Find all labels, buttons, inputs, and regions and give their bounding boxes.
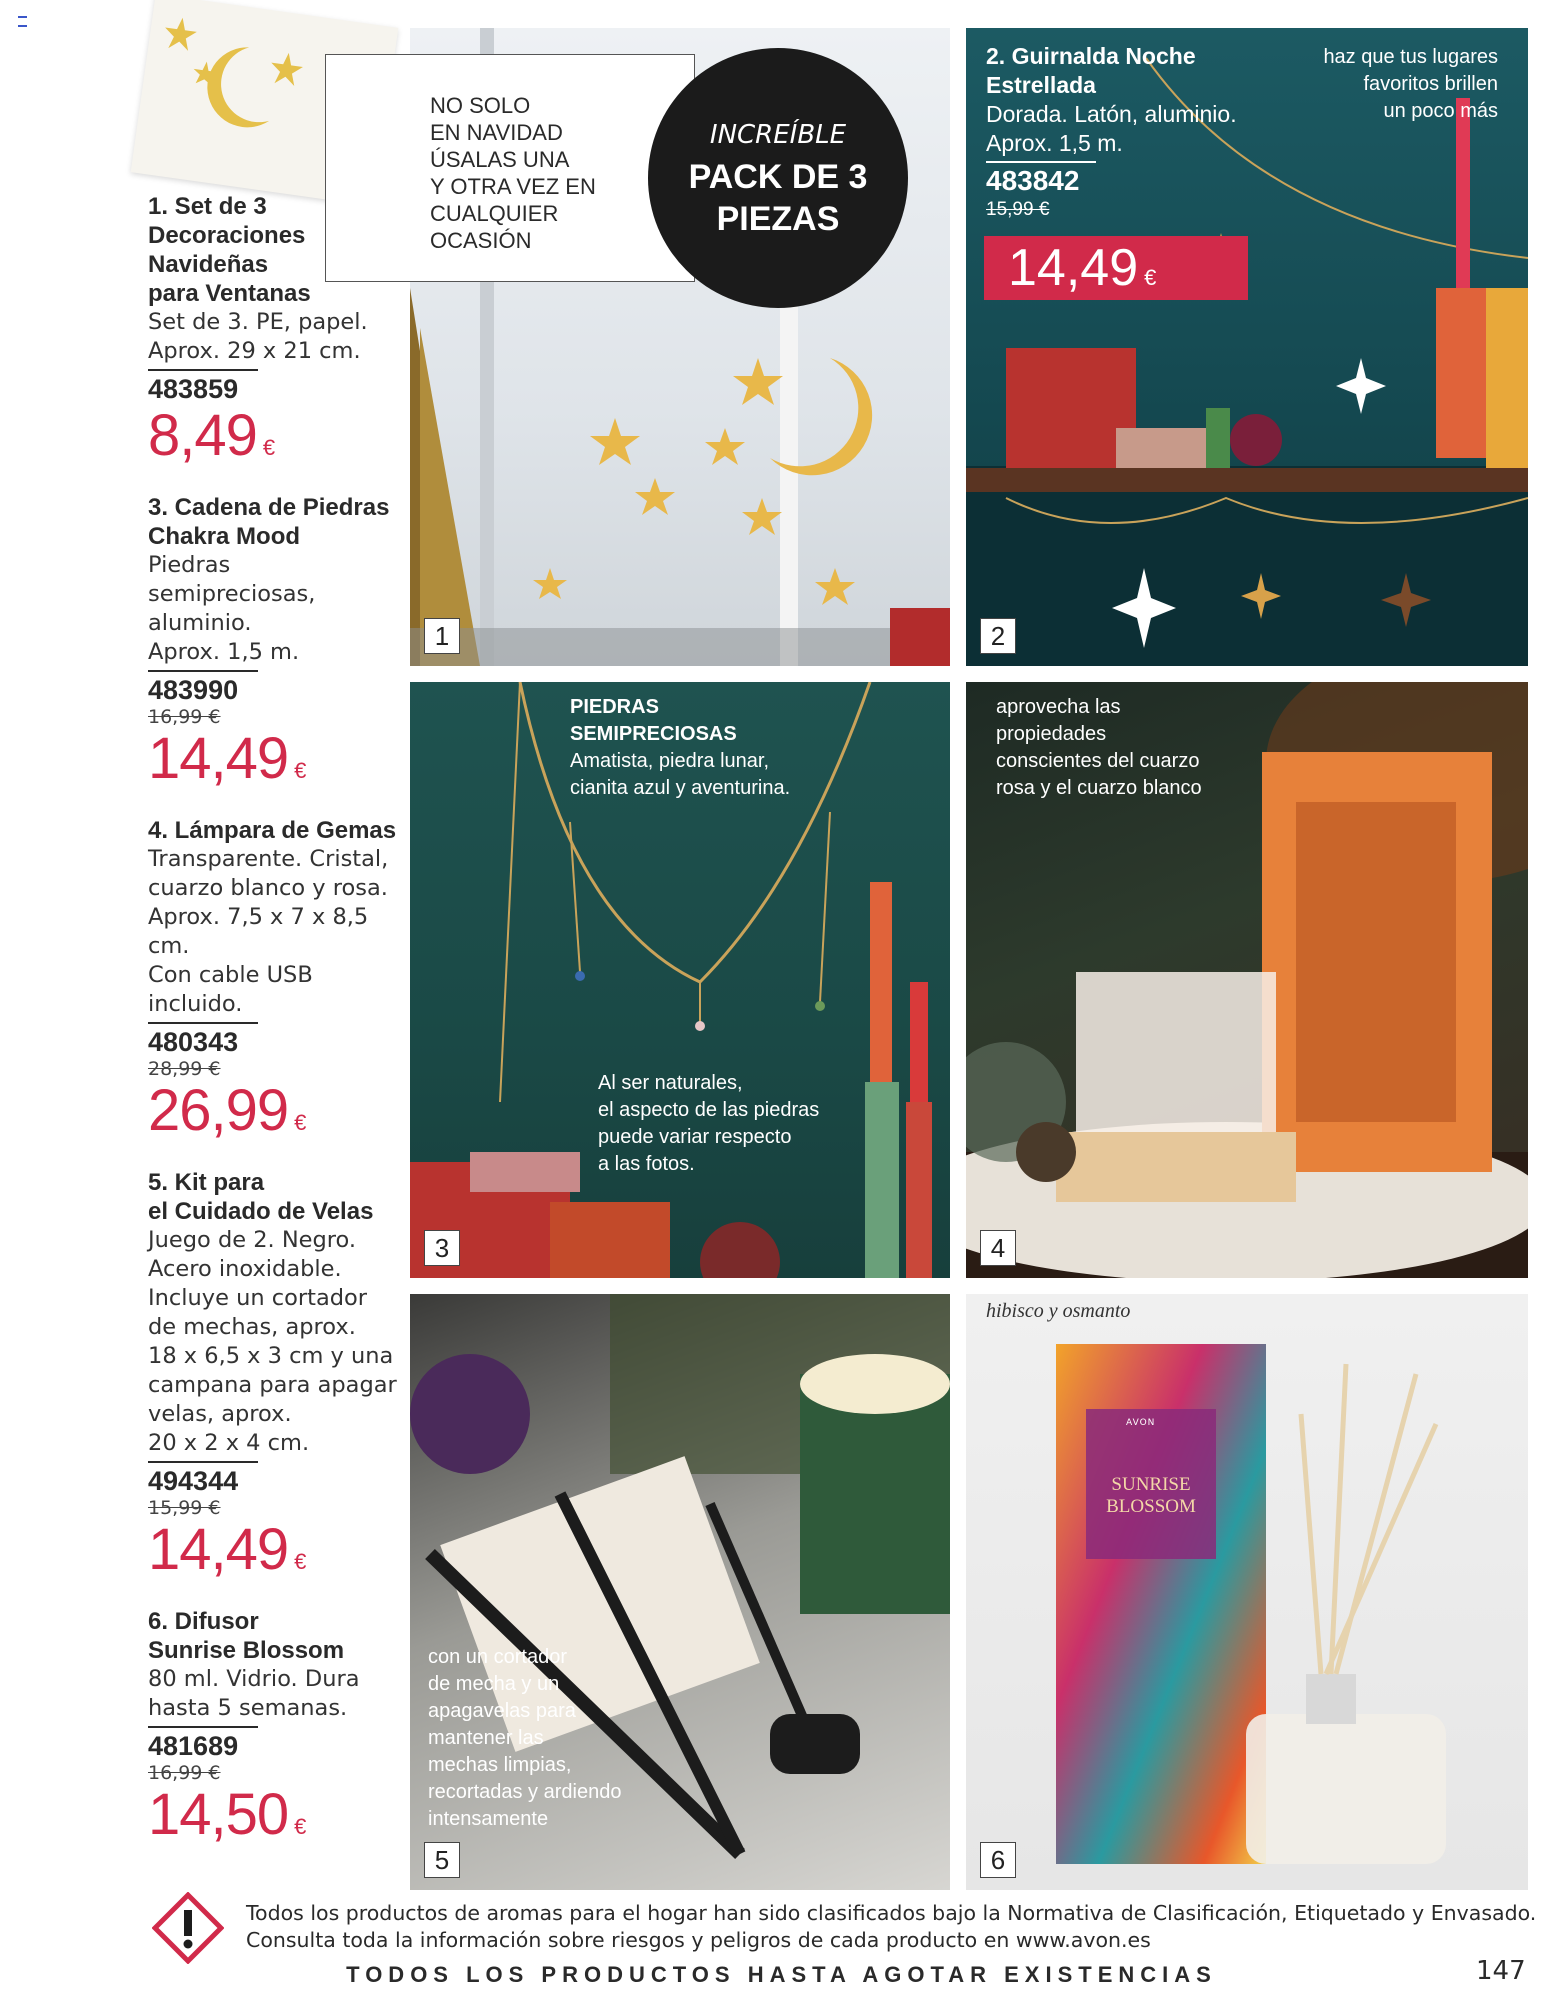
product-list <box>148 192 408 1872</box>
product-code: 483859 <box>148 374 239 404</box>
product-price: 14,49 € <box>148 726 306 791</box>
box-title: SUNRISE BLOSSOM <box>1106 1474 1196 1517</box>
old-price: 16,99 € <box>148 706 221 728</box>
diffuser-scent: hibisco y osmanto <box>986 1300 1131 1322</box>
corner-mark <box>18 16 27 27</box>
photo-diffuser <box>966 1294 1528 1890</box>
kit-tagline: con un cortador de mecha y un apagavelas para mantener las mechas limpias, recortadas y ardiendo intensamente <box>428 1646 622 1830</box>
divider <box>148 1022 258 1024</box>
product-6 <box>148 1607 408 1858</box>
panel-number: 4 <box>980 1230 1016 1266</box>
product-price: 14,49 € <box>984 236 1248 300</box>
photo-star-garland <box>966 28 1528 666</box>
divider <box>148 670 258 672</box>
product-4 <box>148 816 408 1154</box>
product-code: 480343 <box>148 1027 239 1057</box>
panel-number: 1 <box>424 618 460 654</box>
product-name: 1. Set de 3 Decoraciones Navideñas para Ventanas <box>148 193 311 307</box>
divider <box>986 161 1096 163</box>
old-price: 28,99 € <box>148 1058 221 1080</box>
product-price: 14,50 € <box>148 1782 306 1847</box>
product-description: 80 ml. Vidrio. Dura hasta 5 semanas. <box>148 1666 360 1721</box>
divider <box>148 369 258 371</box>
panel-number: 6 <box>980 1842 1016 1878</box>
garland-tagline: haz que tus lugares favoritos brillen un poco más <box>1323 46 1498 122</box>
lamp-tagline: aprovecha las propiedades conscientes del cuarzo rosa y el cuarzo blanco <box>996 696 1202 799</box>
photo-chakra-chain <box>410 682 950 1278</box>
photo-candle-care-kit <box>410 1294 950 1890</box>
product-description: Transparente. Cristal, cuarzo blanco y rosa. Aprox. 7,5 x 7 x 8,5 cm. Con cable USB incluido. <box>148 846 389 1017</box>
product-5 <box>148 1168 408 1593</box>
product-description: Piedras semipreciosas, aluminio. Aprox. 1,5 m. <box>148 552 316 665</box>
panel-number: 2 <box>980 618 1016 654</box>
product-description: Juego de 2. Negro. Acero inoxidable. Incluye un cortador de mechas, aprox. 18 x 6,5 x 3 cm y una campana para apagar velas, aprox. 20 x 2 x 4 cm. <box>148 1227 397 1456</box>
product-price: 14,49 € <box>148 1517 306 1582</box>
product-price: 8,49 € <box>148 403 275 468</box>
product-name: 2. Guirnalda Noche Estrellada <box>986 43 1196 98</box>
box-brand: AVON <box>1126 1418 1156 1428</box>
garland-info <box>986 42 1237 224</box>
callout-text: NO SOLO EN NAVIDAD ÚSALAS UNA Y OTRA VEZ EN CUALQUIER OCASIÓN <box>430 93 596 253</box>
product-code: 494344 <box>148 1466 239 1496</box>
pack-badge: INCREÍBLE PACK DE 3 PIEZAS <box>648 48 908 308</box>
product-name: 4. Lámpara de Gemas <box>148 817 397 844</box>
stones-info: PIEDRAS SEMIPRECIOSAS Amatista, piedra lunar, cianita azul y aventurina. <box>570 696 791 799</box>
photo-gem-lamp <box>966 682 1528 1278</box>
panel-number: 5 <box>424 1842 460 1878</box>
old-price: 15,99 € <box>986 199 1050 220</box>
product-description: Dorada. Latón, aluminio. Aprox. 1,5 m. <box>986 101 1237 156</box>
product-code: 483842 <box>986 165 1080 196</box>
stones-note: Al ser naturales, el aspecto de las piedras puede variar respecto a las fotos. <box>598 1072 820 1175</box>
product-description: Set de 3. PE, papel. Aprox. 29 x 21 cm. <box>148 309 368 364</box>
product-price: 26,99 € <box>148 1078 306 1143</box>
product-code: 483990 <box>148 675 239 705</box>
hazard-notice: Todos los productos de aromas para el hogar han sido clasificados bajo la Normativa de Clasificación, Etiquetado y Envasado. Consulta toda la información sobre riesgos y peligros de cada producto en www.avon.es <box>246 1901 1537 1952</box>
hazard-warning-icon <box>152 1892 224 1964</box>
divider <box>148 1461 258 1463</box>
page-number: 147 <box>1476 1956 1526 1986</box>
panel-number: 3 <box>424 1230 460 1266</box>
old-price: 16,99 € <box>148 1762 221 1784</box>
product-name: 6. Difusor Sunrise Blossom <box>148 1608 345 1664</box>
old-price: 15,99 € <box>148 1497 221 1519</box>
product-3 <box>148 493 408 802</box>
availability-note: TODOS LOS PRODUCTOS HASTA AGOTAR EXISTENCIAS <box>346 1962 1217 1987</box>
divider <box>148 1726 258 1728</box>
product-code: 481689 <box>148 1731 239 1761</box>
product-name: 5. Kit para el Cuidado de Velas <box>148 1169 374 1225</box>
product-name: 3. Cadena de Piedras Chakra Mood <box>148 494 390 550</box>
